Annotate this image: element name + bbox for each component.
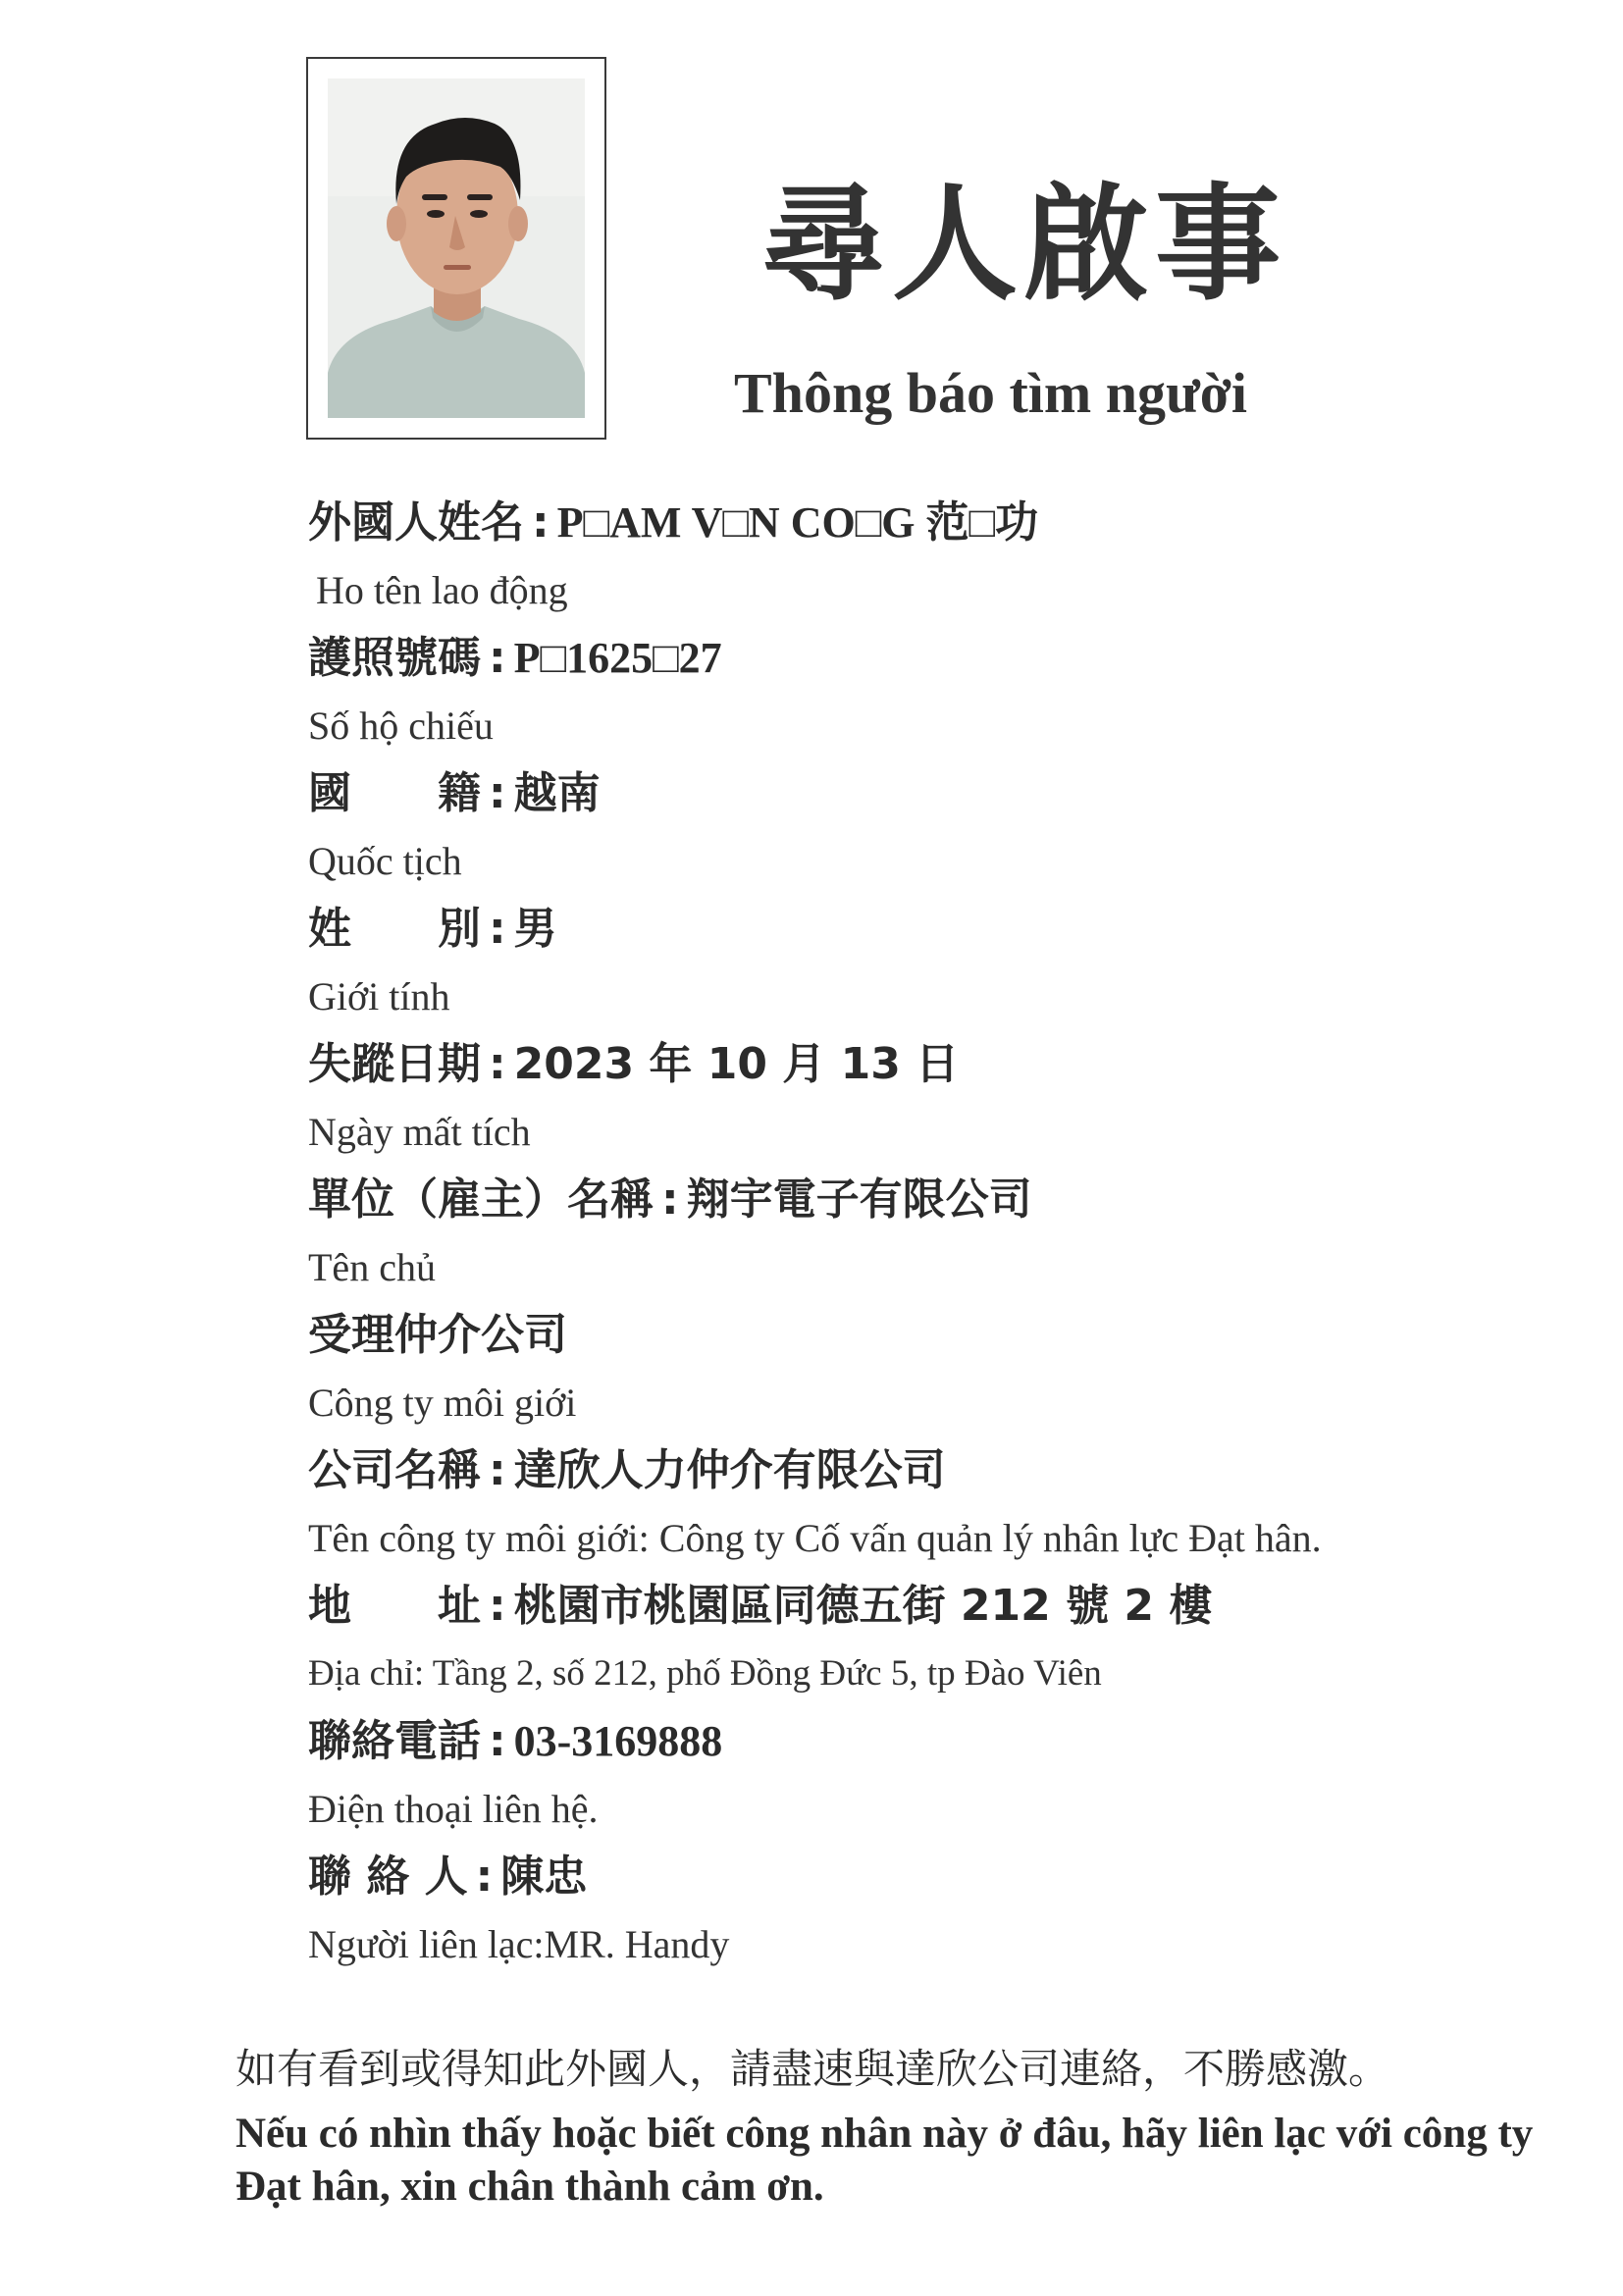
colon: : bbox=[532, 497, 550, 548]
contact-label-vn: Người liên lạc:MR. Handy bbox=[308, 1922, 730, 1966]
employer-label: 單位（雇主）名稱 bbox=[308, 1174, 654, 1225]
gender-label-vn: Giới tính bbox=[308, 974, 450, 1018]
closing-message-cn: 如有看到或得知此外國人，請盡速與達欣公司連絡，不勝感激。 bbox=[236, 2045, 1390, 2093]
agency-label: 受理仲介公司 bbox=[308, 1310, 567, 1360]
colon: : bbox=[489, 904, 506, 954]
name-label: 外國人姓名 bbox=[308, 497, 524, 548]
nationality-value: 越南 bbox=[513, 768, 601, 818]
page-subtitle: Thông báo tìm người bbox=[734, 361, 1247, 425]
colon: : bbox=[489, 1445, 506, 1495]
field-name bbox=[308, 491, 1535, 626]
company-name-label-vn: Tên công ty môi giới: Công ty Cố vấn quản lý nhân lực Đạt hân. bbox=[308, 1516, 1322, 1560]
passport-value: P□1625□27 bbox=[513, 634, 722, 682]
field-employer bbox=[308, 1168, 1535, 1303]
company-name-label: 公司名稱 bbox=[308, 1445, 481, 1495]
passport-label-vn: Số hộ chiếu bbox=[308, 704, 494, 748]
field-gender bbox=[308, 897, 1535, 1032]
agency-label-vn: Công ty môi giới bbox=[308, 1381, 577, 1425]
phone-value: 03-3169888 bbox=[513, 1717, 723, 1765]
colon: : bbox=[489, 1716, 506, 1766]
field-address bbox=[308, 1574, 1535, 1709]
colon: : bbox=[661, 1174, 679, 1225]
nationality-label: 國 籍 bbox=[308, 768, 481, 818]
name-value: P□AM V□N CO□G 范□功 bbox=[556, 498, 1039, 547]
colon: : bbox=[489, 1581, 506, 1631]
closing-message bbox=[236, 2039, 1590, 2214]
field-phone bbox=[308, 1709, 1535, 1845]
colon: : bbox=[489, 633, 506, 683]
field-contact bbox=[308, 1845, 1535, 1980]
info-fields bbox=[308, 491, 1535, 1980]
missing-date-value: 2023 年 10 月 13 日 bbox=[513, 1039, 960, 1089]
field-nationality bbox=[308, 761, 1535, 897]
colon: : bbox=[489, 1039, 506, 1089]
employer-label-vn: Tên chủ bbox=[308, 1245, 436, 1289]
company-name-value: 達欣人力仲介有限公司 bbox=[513, 1445, 946, 1495]
address-label: 地 址 bbox=[308, 1581, 481, 1631]
person-photo bbox=[328, 78, 585, 418]
gender-label: 姓 別 bbox=[308, 904, 481, 954]
passport-label: 護照號碼 bbox=[308, 633, 481, 683]
missing-date-label-vn: Ngày mất tích bbox=[308, 1110, 531, 1154]
contact-value: 陳忠 bbox=[500, 1852, 588, 1902]
photo-frame bbox=[306, 57, 606, 440]
page-title: 尋人啟事 bbox=[760, 172, 1287, 318]
phone-label: 聯絡電話 bbox=[308, 1716, 481, 1766]
missing-date-label: 失蹤日期 bbox=[308, 1039, 481, 1089]
address-label-vn: Địa chỉ: Tầng 2, số 212, phố Đồng Đức 5, tp Đào Viên bbox=[308, 1653, 1102, 1694]
colon: : bbox=[475, 1852, 494, 1902]
address-value: 桃園市桃園區同德五街 212 號 2 樓 bbox=[513, 1581, 1213, 1631]
colon: : bbox=[489, 768, 506, 818]
gender-value: 男 bbox=[513, 904, 557, 954]
field-passport bbox=[308, 626, 1535, 761]
contact-label: 聯 絡 人 bbox=[308, 1852, 468, 1902]
employer-value: 翔宇電子有限公司 bbox=[686, 1174, 1032, 1225]
field-agency bbox=[308, 1303, 1535, 1438]
phone-label-vn: Điện thoại liên hệ. bbox=[308, 1787, 599, 1831]
name-label-vn: Ho tên lao động bbox=[316, 568, 568, 612]
field-missing-date bbox=[308, 1032, 1535, 1168]
person-photo-icon bbox=[328, 78, 585, 418]
field-company-name bbox=[308, 1438, 1535, 1574]
nationality-label-vn: Quốc tịch bbox=[308, 839, 462, 883]
closing-message-vn: Nếu có nhìn thấy hoặc biết công nhân này ở đâu, hãy liên lạc với công ty Đạt hân, xin chân thành cảm ơn. bbox=[236, 2111, 1534, 2210]
